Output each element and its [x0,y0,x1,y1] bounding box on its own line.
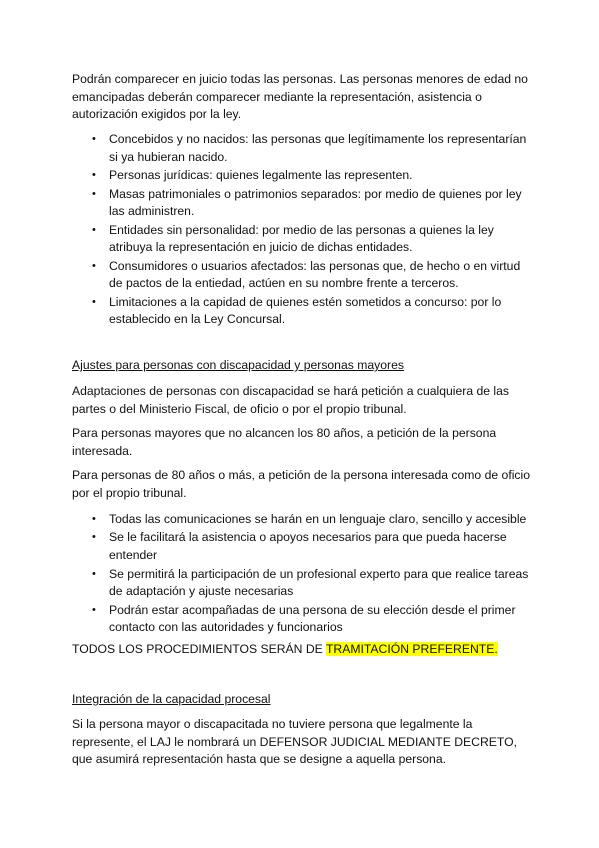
list-item: • Todas las comunicaciones se harán en un lenguaje claro, sencillo y accesible [72,511,532,529]
bullet-icon: • [92,531,96,544]
bullet-icon: • [92,187,96,200]
list-item: • Consumidores o usuarios afectados: las personas que, de hecho o en virtud de pactos de la entiedad, actúen en su nombre frente a terceros. [92,258,521,291]
bullet-icon: • [92,567,96,580]
bullet-icon: • [92,133,96,145]
intro-paragraph: Podrán comparecer en juicio todas las personas. Las personas menores de edad no emancipadas deberán comparecer mediante la representación, asistencia o autorización exigidos por la ley. [72,72,528,122]
bullet-icon: • [92,223,96,236]
bullet-icon: • [92,513,96,525]
representation-list [72,131,532,330]
bullet-icon: • [92,169,96,182]
older-persons-paragraph: Para personas mayores que no alcancen los 80 años, a petición de la persona interesada. [72,426,497,458]
section-heading-integracion: Integración de la capacidad procesal [72,692,271,706]
list-item: • Se permitirá la participación de un profesional experto para que realice tareas de adaptación y ajuste necesarias [92,566,529,599]
preferential-processing-note: TODOS LOS PROCEDIMIENTOS SERÁN DE TRAMITACIÓN PREFERENTE. [72,642,498,656]
bullet-icon: • [92,295,96,308]
list-item: • Personas jurídicas: quienes legalmente las representen. [72,167,532,185]
adjustments-list [72,511,532,638]
list-item: • Limitaciones a la capidad de quienes estén sometidos a concurso: por lo establecido en la Ley Concursal. [92,294,502,327]
over-80-paragraph: Para personas de 80 años o más, a petición de la persona interesada como de oficio por el propio tribunal. [72,468,530,500]
section-heading-ajustes: Ajustes para personas con discapacidad y personas mayores [72,358,404,372]
adaptations-paragraph: Adaptaciones de personas con discapacidad se hará petición a cualquiera de las partes o del Ministerio Fiscal, de oficio o por el propio tribunal. [72,384,510,416]
list-item: • Entidades sin personalidad: por medio de las personas a quienes la ley atribuya la representación en juicio de dichas entidades. [92,222,494,255]
bullet-icon: • [92,603,96,616]
list-item: • Se le facilitará la asistencia o apoyos necesarios para que pueda hacerse entender [92,530,507,563]
bullet-icon: • [92,259,96,272]
list-item: • Podrán estar acompañadas de una persona de su elección desde el primer contacto con las autoridades y funcionarios [92,602,516,635]
list-item: • Masas patrimoniales o patrimonios separados: por medio de quienes por ley las administren. [92,186,522,219]
judicial-defender-paragraph: Si la persona mayor o discapacitada no tuviere persona que legalmente la represente, el LAJ le nombrará un DEFENSOR JUDICIAL MEDIANTE DECRETO, que asumirá representación hasta que se designe a aquella persona. [72,717,517,767]
list-item: • Concebidos y no nacidos: las personas que legítimamente los representarían si ya hubieran nacido. [92,132,527,164]
highlighted-text: TRAMITACIÓN PREFERENTE. [325,642,498,656]
